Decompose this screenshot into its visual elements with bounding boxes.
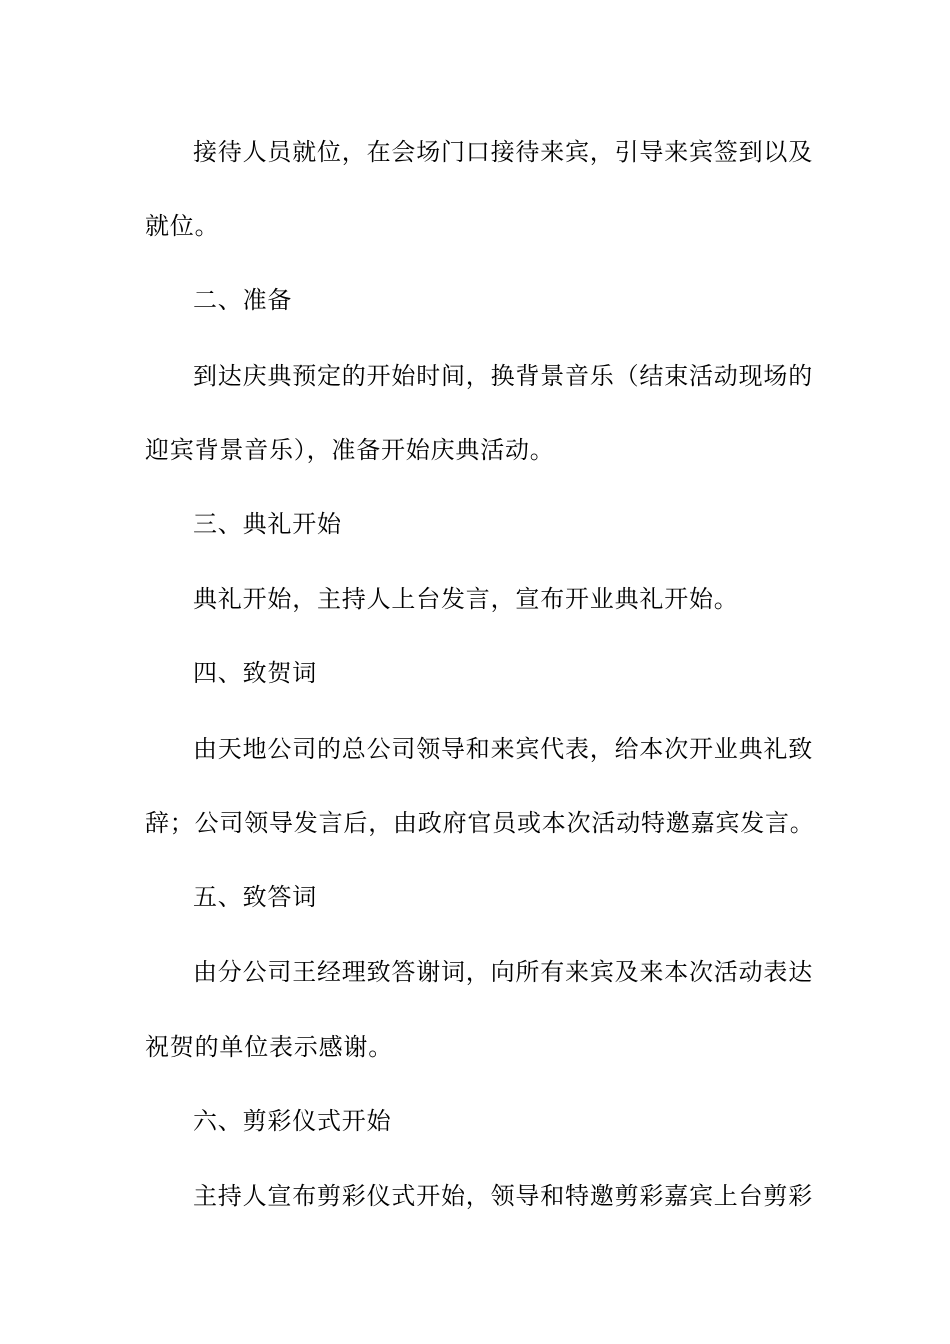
paragraph-line: 接待人员就位，在会场门口接待来宾，引导来宾签到以及 — [193, 138, 813, 166]
paragraph-line: 由天地公司的总公司领导和来宾代表，给本次开业典礼致 — [193, 735, 813, 763]
section-heading: 五、致答词 — [193, 883, 317, 911]
section-heading: 四、致贺词 — [193, 659, 317, 687]
paragraph-line: 辞；公司领导发言后，由政府官员或本次活动特邀嘉宾发言。 — [145, 809, 815, 837]
section-heading: 六、剪彩仪式开始 — [193, 1107, 392, 1135]
paragraph-line: 祝贺的单位表示感谢。 — [145, 1033, 393, 1061]
section-heading: 二、准备 — [193, 286, 293, 314]
paragraph-line: 迎宾背景音乐），准备开始庆典活动。 — [145, 436, 555, 464]
paragraph-line: 到达庆典预定的开始时间，换背景音乐（结束活动现场的 — [193, 362, 813, 390]
paragraph-line: 就位。 — [145, 212, 220, 240]
paragraph-line: 典礼开始，主持人上台发言，宣布开业典礼开始。 — [193, 585, 739, 613]
paragraph-line: 主持人宣布剪彩仪式开始，领导和特邀剪彩嘉宾上台剪彩 — [193, 1182, 813, 1210]
section-heading: 三、典礼开始 — [193, 510, 342, 538]
paragraph-line: 由分公司王经理致答谢词，向所有来宾及来本次活动表达 — [193, 958, 813, 986]
